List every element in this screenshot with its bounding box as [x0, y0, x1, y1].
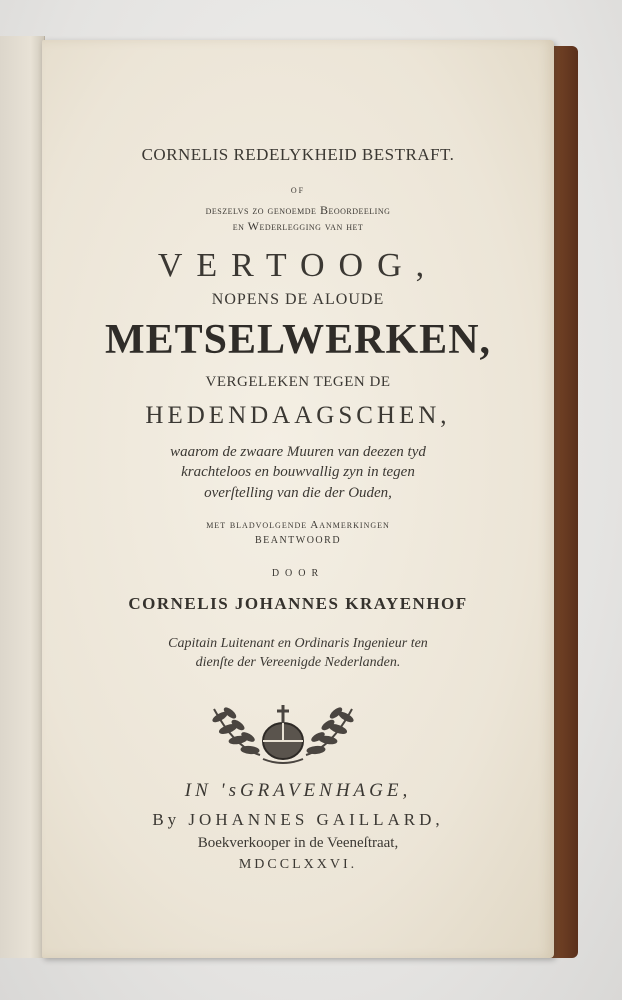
description-line-3: overſtelling van die der Ouden,	[204, 485, 392, 501]
description-line-1: waarom de zwaare Muuren van deezen tyd	[170, 444, 426, 460]
imprint-place: IN 'sGRAVENHAGE,	[184, 780, 412, 801]
imprint-printer: By JOHANNES GAILLARD,	[152, 810, 444, 829]
nopens-line: NOPENS DE ALOUDE	[211, 291, 385, 308]
author-title-line-2: dienſte der Vereenigde Nederlanden.	[195, 655, 401, 670]
annotations-line: met bladvolgende Aanmerkingen	[206, 519, 390, 531]
vergeleken-line: VERGELEKEN TEGEN DE	[205, 374, 391, 390]
hedendaagschen-heading: HEDENDAAGSCHEN,	[145, 402, 451, 429]
metselwerken-heading: METSELWERKEN,	[104, 317, 492, 363]
subtitle-line-2: en Wederlegging van het	[232, 219, 364, 233]
vertoog-heading: VERTOOG,	[157, 247, 439, 284]
conjunction-of: OF	[290, 186, 306, 195]
door-line: DOOR	[271, 568, 325, 579]
facing-page-edge	[0, 36, 45, 958]
description-line-2: krachteloos en bouwvallig zyn in tegen	[181, 464, 415, 480]
beantwoord-line: BEANTWOORD	[254, 535, 342, 546]
main-title: CORNELIS REDELYKHEID BESTRAFT.	[141, 145, 455, 164]
orb-and-laurel-wreath-icon	[208, 695, 358, 771]
author-name: CORNELIS JOHANNES KRAYENHOF	[128, 594, 468, 613]
imprint-year: MDCCLXXVI.	[238, 857, 358, 872]
subtitle-line-1: deszelvs zo genoemde Beoordeeling	[205, 203, 391, 217]
author-title-line-1: Capitain Luitenant en Ordinaris Ingenieur ten	[168, 636, 428, 651]
title-page	[42, 40, 554, 958]
imprint-bookseller: Boekverkooper in de Veeneſtraat,	[197, 835, 399, 851]
